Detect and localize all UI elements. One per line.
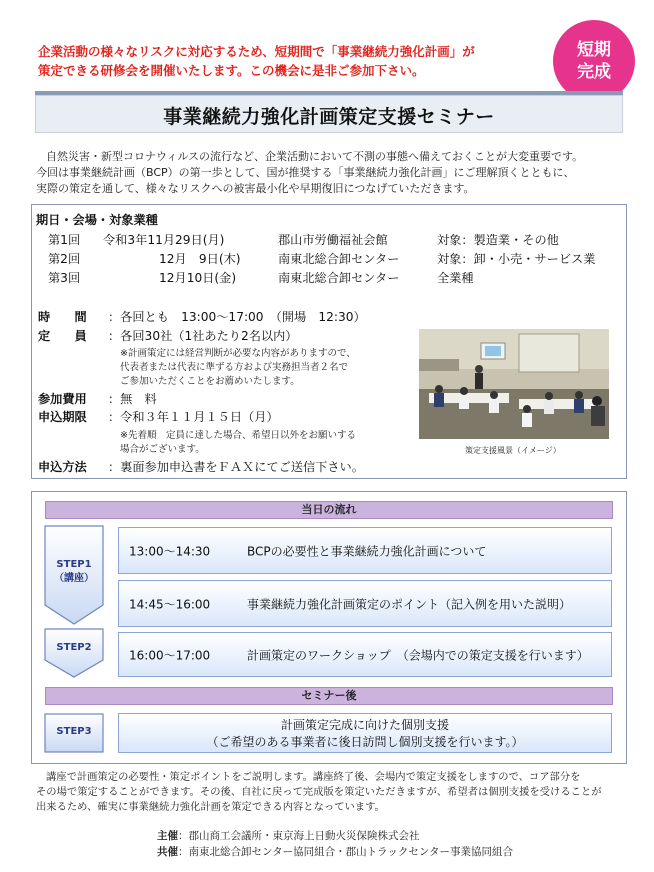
method-value: ：裏面参加申込書をＦＡＸにてご送信下さい。 bbox=[108, 460, 364, 474]
step3-label: STEP3 bbox=[56, 726, 92, 737]
capacity-label: 定 員 bbox=[38, 329, 87, 343]
schedule-row-1-target: 対象：製造業・その他 bbox=[437, 233, 559, 247]
host-line bbox=[157, 829, 420, 843]
badge-line-1: 短期 bbox=[577, 40, 611, 60]
short-term-badge bbox=[553, 20, 635, 102]
step3-box bbox=[44, 713, 104, 753]
flow-row-1 bbox=[118, 527, 612, 574]
step2-arrow bbox=[44, 628, 104, 678]
step1-label: STEP1 bbox=[56, 559, 92, 570]
deadline-note-1: ※先着順 定員に達した場合、希望日以外をお願いする bbox=[120, 430, 356, 441]
method-label: 申込方法 bbox=[38, 460, 87, 474]
schedule-row-3-no: 第3回 bbox=[48, 271, 81, 285]
schedule-row-2-target: 対象：卸・小売・サービス業 bbox=[437, 252, 596, 266]
lead-line-3: 実際の策定を通して、様々なリスクへの被害最小化や早期復旧につなげていただきます。 bbox=[36, 182, 475, 195]
deadline-label: 申込期限 bbox=[38, 410, 87, 424]
capacity-note-2: 代表者または代表に準ずる方および実務担当者２名で bbox=[120, 362, 349, 373]
band-after-seminar: セミナー後 bbox=[45, 687, 613, 705]
schedule-row-2-date: 12月 9日(木) bbox=[159, 252, 241, 266]
schedule-row-1-no: 第1回 bbox=[48, 233, 81, 247]
cohost-value: ：南東北総合卸センター協同組合・郡山トラックセンター事業協同組合 bbox=[178, 846, 513, 858]
fee-value: ：無 料 bbox=[108, 392, 157, 406]
cohost-label: 共催 bbox=[157, 846, 178, 858]
seminar-scene-illustration bbox=[419, 329, 609, 439]
time-value: ：各回とも 13:00～17:00 （開場 12:30） bbox=[108, 310, 366, 324]
outro-paragraph bbox=[36, 770, 626, 815]
band-day-flow: 当日の流れ bbox=[45, 501, 613, 519]
flow-row-3-time: 16:00～17:00 bbox=[129, 648, 211, 662]
outro-line-2: その場で策定することができます。その後、自社に戻って完成版を策定いただきますが、希望者は個別支援を受けることが bbox=[36, 786, 602, 798]
flow-row-2-desc: 事業継続力強化計画策定のポイント（記入例を用いた説明） bbox=[247, 597, 572, 611]
intro-message bbox=[38, 42, 558, 80]
schedule-row-2-venue: 南東北総合卸センター bbox=[278, 252, 400, 266]
page-title: 事業継続力強化計画策定支援セミナー bbox=[163, 106, 495, 128]
intro-line-2: 策定できる研修会を開催いたします。この機会に是非ご参加下さい。 bbox=[38, 63, 425, 78]
outro-line-3: 出来るため、確実に事業継続力強化計画を策定できる内容となっています。 bbox=[36, 801, 385, 813]
schedule-row-3-venue: 南東北総合卸センター bbox=[278, 271, 400, 285]
schedule-row-3-target: 全業種 bbox=[437, 271, 474, 285]
flow-row-1-time: 13:00～14:30 bbox=[129, 544, 211, 558]
schedule-row-1-date: 令和3年11月29日(月) bbox=[103, 233, 225, 247]
lead-line-2: 今回は事業継続計画（BCP）の第一歩として、国が推奨する「事業継続力強化計画」にご理解頂くとともに、 bbox=[36, 166, 575, 179]
flow-row-2 bbox=[118, 580, 612, 627]
flow-row-3 bbox=[118, 632, 612, 677]
schedule-row-1-venue: 郡山市労働福祉会館 bbox=[278, 233, 388, 247]
flow-row-after bbox=[118, 713, 612, 753]
deadline-value: ：令和３年１１月１５日（月） bbox=[108, 410, 279, 424]
outro-line-1: 講座で計画策定の必要性・策定ポイントをご説明します。講座終了後、会場内で策定支援をしますので、コア部分を bbox=[46, 771, 581, 783]
title-bar bbox=[35, 95, 623, 133]
badge-line-2: 完成 bbox=[577, 62, 611, 82]
deadline-note-2: 場合がございます。 bbox=[120, 444, 205, 455]
capacity-note-1: ※計画策定には経営判断が必要な内容がありますので、 bbox=[120, 348, 356, 359]
flow-row-2-time: 14:45～16:00 bbox=[129, 597, 211, 611]
schedule-row-2-no: 第2回 bbox=[48, 252, 81, 266]
fee-label: 参加費用 bbox=[38, 392, 87, 406]
time-label: 時 間 bbox=[38, 310, 87, 324]
step2-label: STEP2 bbox=[56, 642, 92, 653]
photo-caption: 策定支援風景（イメージ） bbox=[465, 446, 561, 455]
after-line-2: （ご希望のある事業者に後日訪問し個別支援を行います。） bbox=[206, 735, 524, 749]
lead-paragraph bbox=[36, 149, 626, 197]
schedule-heading: 期日・会場・対象業種 bbox=[36, 213, 158, 227]
step1-arrow bbox=[44, 525, 104, 625]
flow-row-3-desc: 計画策定のワークショップ （会場内での策定支援を行います） bbox=[247, 648, 589, 662]
cohost-line bbox=[157, 845, 513, 859]
flow-row-1-desc: BCPの必要性と事業継続力強化計画について bbox=[247, 544, 487, 558]
capacity-note-3: ご参加いただくことをお薦めいたします。 bbox=[120, 376, 300, 387]
step1-sub-label: （講座） bbox=[54, 573, 94, 584]
host-value: ：郡山商工会議所・東京海上日動火災保険株式会社 bbox=[178, 830, 420, 842]
lead-line-1: 自然災害・新型コロナウィルスの流行など、企業活動において不測の事態へ備えておくことが大変重要です。 bbox=[46, 150, 584, 163]
host-label: 主催 bbox=[157, 830, 178, 842]
capacity-value: ：各回30社（1社あたり2名以内） bbox=[108, 329, 298, 343]
seminar-photo bbox=[419, 329, 609, 439]
intro-line-1: 企業活動の様々なリスクに対応するため、短期間で「事業継続力強化計画」が bbox=[38, 44, 475, 59]
after-line-1: 計画策定完成に向けた個別支援 bbox=[280, 718, 449, 732]
schedule-row-3-date: 12月10日(金) bbox=[159, 271, 237, 285]
